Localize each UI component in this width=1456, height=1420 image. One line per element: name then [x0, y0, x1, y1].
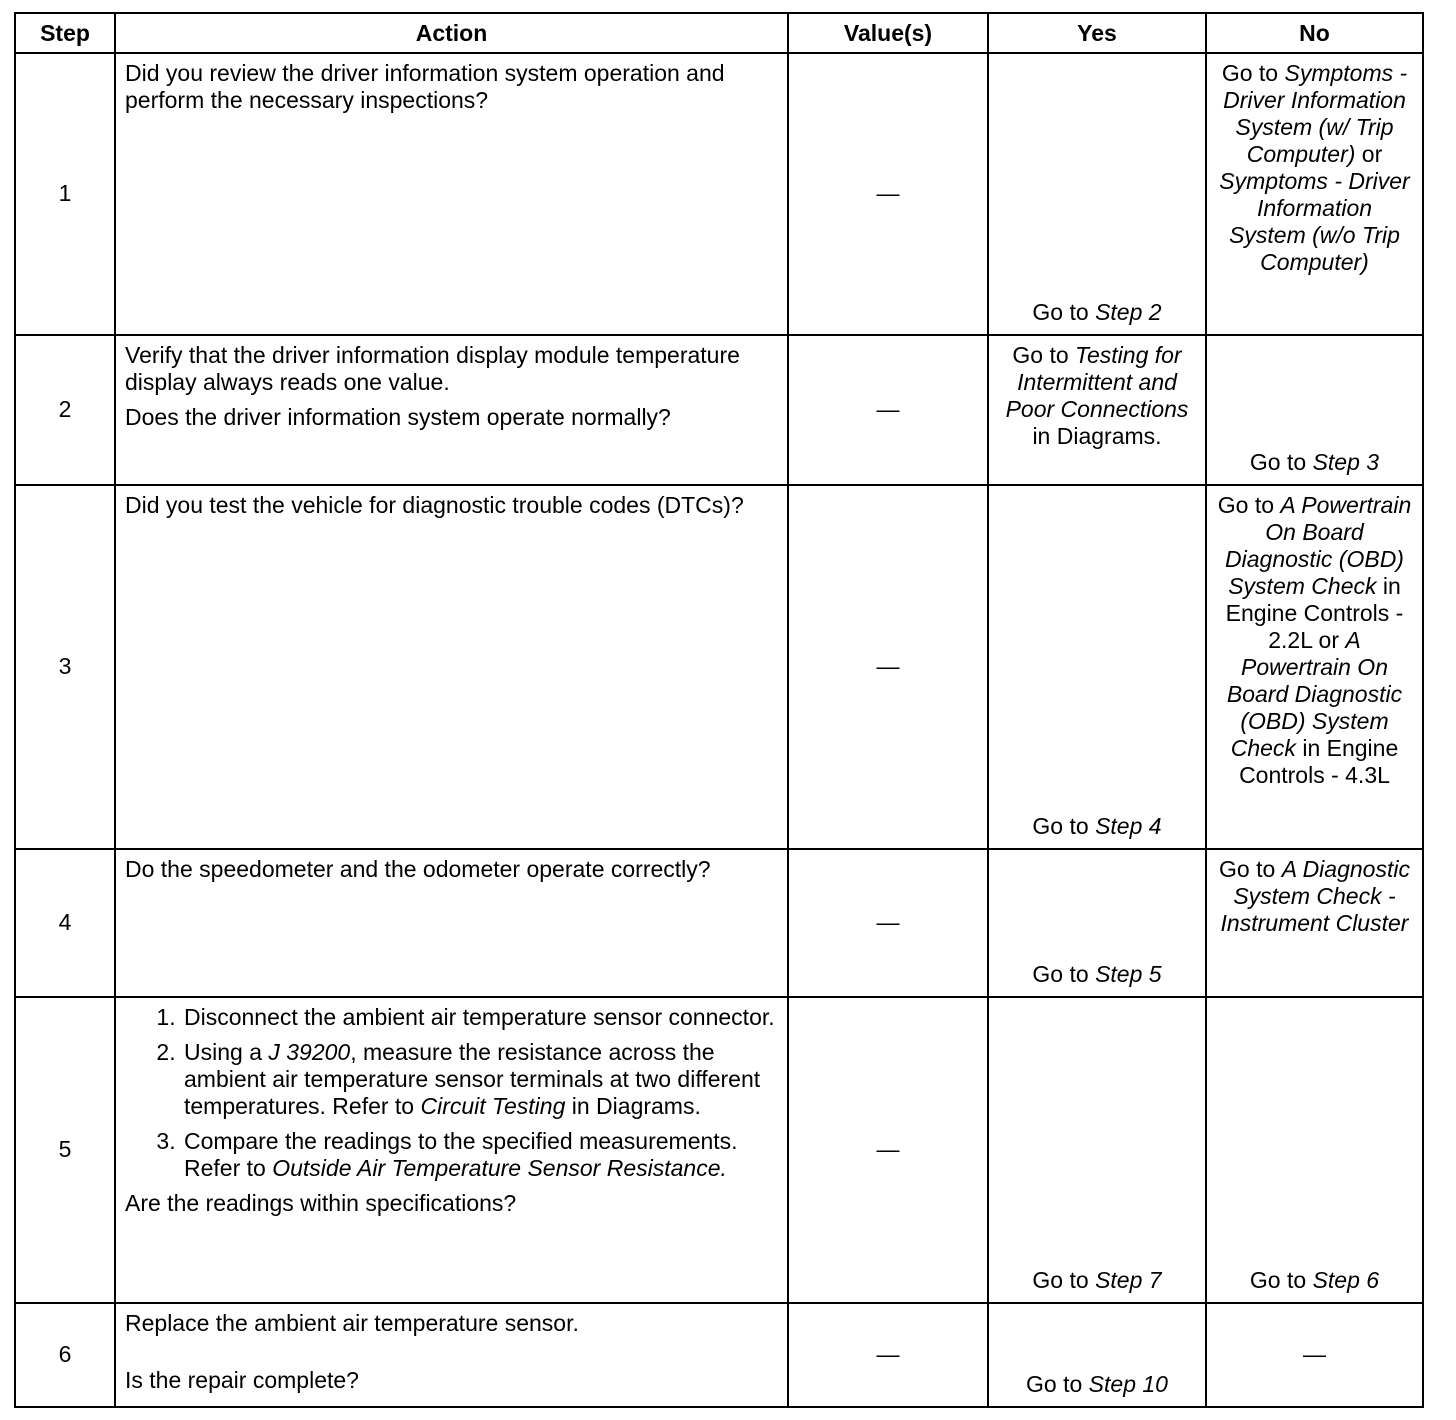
header-no: No	[1206, 13, 1423, 53]
no-cell	[1206, 997, 1423, 1303]
header-action: Action	[115, 13, 788, 53]
value-dash: —	[788, 335, 988, 485]
action-text: Verify that the driver information display module temperature display always reads one value.	[125, 342, 740, 395]
no-cell	[1206, 849, 1423, 997]
no-link-diagnostic-check-cluster[interactable]: A Diagnostic System Check - Instrument Cluster	[1220, 856, 1410, 936]
step-number: 2	[15, 335, 115, 485]
value-dash: —	[788, 1303, 988, 1407]
substep-text: Disconnect the ambient air temperature sensor connector.	[184, 1004, 775, 1030]
header-row	[15, 13, 1423, 53]
yes-cell	[988, 997, 1206, 1303]
yes-link-step-5[interactable]: Step 5	[1095, 961, 1162, 987]
yes-prefix: Go to	[1012, 342, 1076, 368]
yes-suffix: in Diagrams.	[1032, 423, 1162, 449]
substep-text: Using a	[184, 1039, 269, 1065]
yes-link-step-2[interactable]: Step 2	[1095, 299, 1162, 325]
no-link-step-3[interactable]: Step 3	[1312, 449, 1380, 475]
no-text-43: in Engine Controls - 4.3L	[1239, 735, 1399, 788]
yes-prefix: Go to	[1026, 1371, 1089, 1397]
action-question: Is the repair complete?	[125, 1367, 359, 1393]
header-yes: Yes	[988, 13, 1206, 53]
yes-link-testing-intermittent[interactable]: Testing for Intermittent and Poor Connections	[1005, 342, 1189, 422]
value-dash: —	[788, 485, 988, 849]
substep-text: Compare the readings to the specified measurements. Refer to	[184, 1128, 738, 1181]
table-row-step-4	[15, 849, 1423, 997]
action-question: Does the driver information system operate normally?	[125, 404, 671, 430]
step-number: 1	[15, 53, 115, 335]
value-dash: —	[788, 849, 988, 997]
no-prefix: Go to	[1249, 449, 1313, 475]
action-text: Did you review the driver information system operation and perform the necessary inspections?	[115, 53, 788, 335]
value-dash: —	[788, 53, 988, 335]
no-link-step-6[interactable]: Step 6	[1312, 1267, 1380, 1293]
yes-link-step-7[interactable]: Step 7	[1095, 1267, 1162, 1293]
substep-text: , measure the resistance across the ambient air temperature sensor terminals at two different temperatures. Refer to	[184, 1039, 761, 1119]
action-text: Do the speedometer and the odometer operate correctly?	[115, 849, 788, 997]
substep-1	[182, 1004, 778, 1031]
yes-link-step-10[interactable]: Step 10	[1088, 1371, 1168, 1397]
no-prefix: Go to	[1219, 856, 1282, 882]
substep-text: in Diagrams.	[565, 1093, 701, 1119]
table-row-step-5	[15, 997, 1423, 1303]
yes-prefix: Go to	[1032, 299, 1096, 325]
table-row-step-1	[15, 53, 1423, 335]
substep-list	[125, 1004, 778, 1182]
substep-3	[182, 1128, 778, 1182]
yes-cell	[988, 485, 1206, 849]
action-cell	[115, 997, 788, 1303]
yes-cell	[988, 335, 1206, 485]
tool-link-j39200[interactable]: J 39200	[268, 1039, 351, 1065]
step-number: 4	[15, 849, 115, 997]
step-number: 3	[15, 485, 115, 849]
no-cell	[1206, 485, 1423, 849]
action-cell	[115, 335, 788, 485]
no-link-obd-check-22[interactable]: A Powertrain On Board Diagnostic (OBD) System Check	[1225, 492, 1412, 599]
value-dash: —	[788, 997, 988, 1303]
yes-cell	[988, 53, 1206, 335]
yes-prefix: Go to	[1032, 961, 1096, 987]
action-text: Replace the ambient air temperature sensor.	[125, 1310, 579, 1336]
no-cell	[1206, 53, 1423, 335]
table-row-step-6	[15, 1303, 1423, 1407]
header-values: Value(s)	[788, 13, 988, 53]
table-row-step-2	[15, 335, 1423, 485]
no-link-obd-check-43[interactable]: A Powertrain On Board Diagnostic (OBD) System Check	[1226, 627, 1403, 761]
link-circuit-testing[interactable]: Circuit Testing	[420, 1093, 566, 1119]
yes-link-step-4[interactable]: Step 4	[1095, 813, 1162, 839]
diagnostic-table	[14, 12, 1424, 1408]
step-number: 5	[15, 997, 115, 1303]
no-cell	[1206, 335, 1423, 485]
step-number: 6	[15, 1303, 115, 1407]
action-question: Are the readings within specifications?	[125, 1190, 517, 1216]
no-text-22: in Engine Controls - 2.2L or	[1225, 573, 1404, 653]
header-step: Step	[15, 13, 115, 53]
action-cell	[115, 1303, 788, 1407]
substep-2	[182, 1039, 778, 1120]
table-row-step-3	[15, 485, 1423, 849]
no-prefix: Go to	[1249, 1267, 1313, 1293]
no-dash: —	[1206, 1303, 1423, 1407]
link-sensor-resistance[interactable]: Outside Air Temperature Sensor Resistance.	[272, 1155, 727, 1181]
no-prefix: Go to	[1217, 492, 1281, 518]
yes-prefix: Go to	[1032, 813, 1096, 839]
no-link-symptoms-trip[interactable]: Symptoms - Driver Information System (w/ Trip Computer)	[1223, 60, 1408, 167]
no-or: or	[1355, 141, 1383, 167]
no-link-symptoms-no-trip[interactable]: Symptoms - Driver Information System (w/o Trip Computer)	[1219, 168, 1410, 275]
action-text: Did you test the vehicle for diagnostic trouble codes (DTCs)?	[115, 485, 788, 849]
no-prefix: Go to	[1221, 60, 1285, 86]
yes-prefix: Go to	[1032, 1267, 1096, 1293]
yes-cell	[988, 849, 1206, 997]
yes-cell	[988, 1303, 1206, 1407]
